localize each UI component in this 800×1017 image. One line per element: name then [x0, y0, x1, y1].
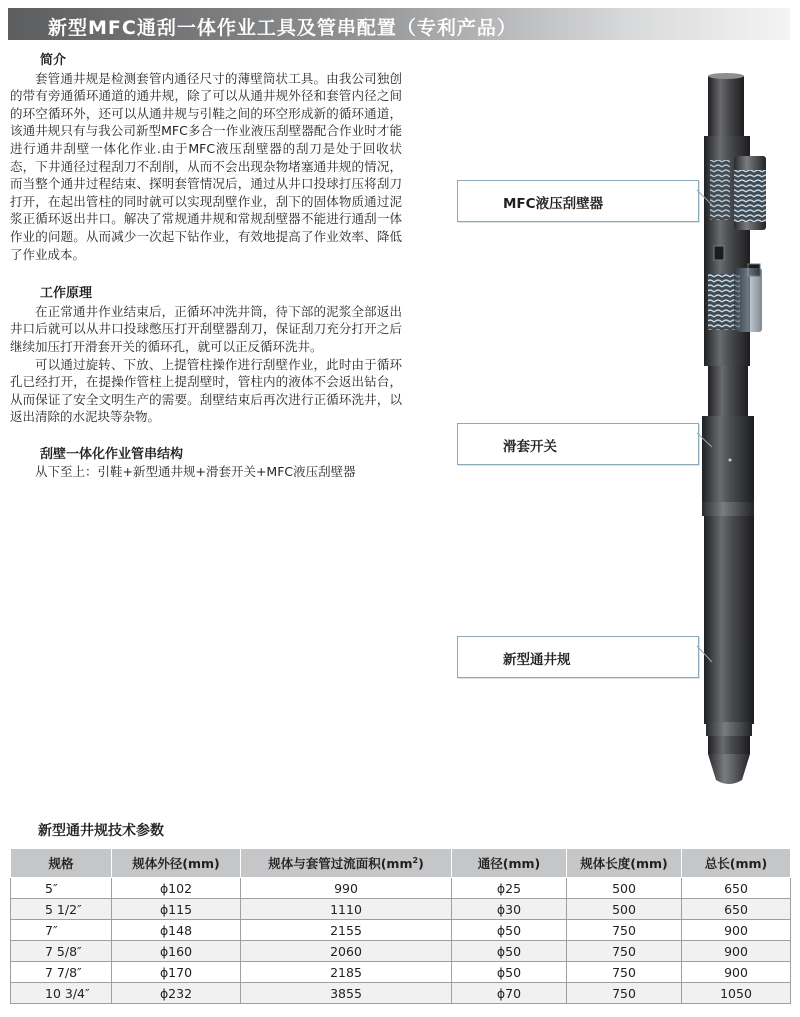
table-cell: ϕ232 [112, 983, 241, 1004]
callout-label: MFC液压刮壁器 [503, 196, 604, 212]
col-header-flow-area: 规体与套管过流面积$(mm^2)$ [241, 849, 452, 878]
paragraph: 在正常通井作业结束后，正循环冲洗井筒，待下部的泥浆全部返出井口后就可以从井口投球憋压打开刮壁器刮刀，保证刮刀充分打开之后继续加压打开滑套开关的循环孔，就可以正反循环洗井。 [10, 303, 402, 354]
col-header-spec: 规格 [11, 849, 112, 878]
table-cell: 750 [567, 941, 682, 962]
table-cell: 750 [567, 920, 682, 941]
table-cell: ϕ30 [452, 899, 567, 920]
table-cell: 500 [567, 899, 682, 920]
col-header-body-length: 规体长度(mm) [567, 849, 682, 878]
table-cell: ϕ50 [452, 920, 567, 941]
table-cell: ϕ160 [112, 941, 241, 962]
callout-label: 滑套开关 [503, 439, 557, 455]
table-cell: 1050 [682, 983, 791, 1004]
table-cell: 900 [682, 962, 791, 983]
table-cell: 900 [682, 920, 791, 941]
callout-label: 新型通井规 [503, 652, 571, 668]
table-cell: 750 [567, 962, 682, 983]
table-cell: 5″ [11, 878, 112, 899]
table-cell: 5 1/2″ [11, 899, 112, 920]
page-title: 新型MFC通刮一体作业工具及管串配置（专利产品） [48, 17, 517, 39]
table-cell: 10 3/4″ [11, 983, 112, 1004]
table-cell: 2060 [241, 941, 452, 962]
table-row [11, 899, 791, 920]
table-cell: 500 [567, 878, 682, 899]
section-heading: 工作原理 [40, 286, 93, 302]
paragraph: 可以通过旋转、下放、上提管柱操作进行刮壁作业，此时由于循环孔已经打开，在提操作管柱上提刮壁时，管柱内的液体不会返出钻台，从而保证了安全文明生产的需要。刮壁结束后再次进行正循环洗井，以返出清除的水泥块等杂物。 [10, 356, 402, 425]
table-cell: ϕ50 [452, 962, 567, 983]
table-cell: 1110 [241, 899, 452, 920]
table-cell: 7 7/8″ [11, 962, 112, 983]
table-header-row [11, 849, 791, 878]
table-cell: 2155 [241, 920, 452, 941]
table-cell: ϕ115 [112, 899, 241, 920]
paragraph: 从下至上：引鞋+新型通井规+滑套开关+MFC液压刮壁器 [35, 464, 356, 480]
table-cell: ϕ70 [452, 983, 567, 1004]
table-row [11, 941, 791, 962]
paragraph: 套管通井规是检测套管内通径尺寸的薄壁筒状工具。由我公司独创的带有旁通循环通道的通井规，除了可以从通井规外径和套管内径之间的环空循环外，还可以从通井规与引鞋之间的环空形成新的循环通道，该通井规只有与我公司新型MFC多合一作业液压刮壁器配合作业时才能进行通井刮壁一体化作业.由于MFC液压刮壁器的刮刀是处于回收状态，下井通径过程刮刀不刮削，从而不会出现杂物堵塞通井规的情况，而当整个通井过程结束、探明套管情况后，通过从井口投球打压将刮刀打开，在起出管柱的同时就可以实现刮壁作业，刮下的固体物质通过泥浆正循环返出井口。解决了常规通井规和常规刮壁器不能进行通刮一体作业的问题。从而减少一次起下钻作业，有效地提高了作业效率、降低了作业成本。 [10, 70, 402, 262]
section-heading: 刮壁一体化作业管串结构 [40, 446, 184, 462]
table-cell: 750 [567, 983, 682, 1004]
table-cell: ϕ25 [452, 878, 567, 899]
table-row [11, 878, 791, 899]
table-row [11, 920, 791, 941]
table-cell: 7″ [11, 920, 112, 941]
table-cell: 650 [682, 878, 791, 899]
table-cell: 3855 [241, 983, 452, 1004]
table-cell: 2185 [241, 962, 452, 983]
table-cell: ϕ50 [452, 941, 567, 962]
table-row [11, 983, 791, 1004]
col-header-total-length: 总长(mm) [682, 849, 791, 878]
table-cell: 990 [241, 878, 452, 899]
table-cell: ϕ102 [112, 878, 241, 899]
table-cell: ϕ170 [112, 962, 241, 983]
table-cell: 7 5/8″ [11, 941, 112, 962]
table-cell: 650 [682, 899, 791, 920]
col-header-od: 规体外径(mm) [112, 849, 241, 878]
table-cell: ϕ148 [112, 920, 241, 941]
table-title: 新型通井规技术参数 [38, 823, 164, 839]
spec-table [10, 848, 791, 1004]
section-heading: 简介 [40, 53, 67, 68]
table-row [11, 962, 791, 983]
table-cell: 900 [682, 941, 791, 962]
col-header-drift: 通径(mm) [452, 849, 567, 878]
